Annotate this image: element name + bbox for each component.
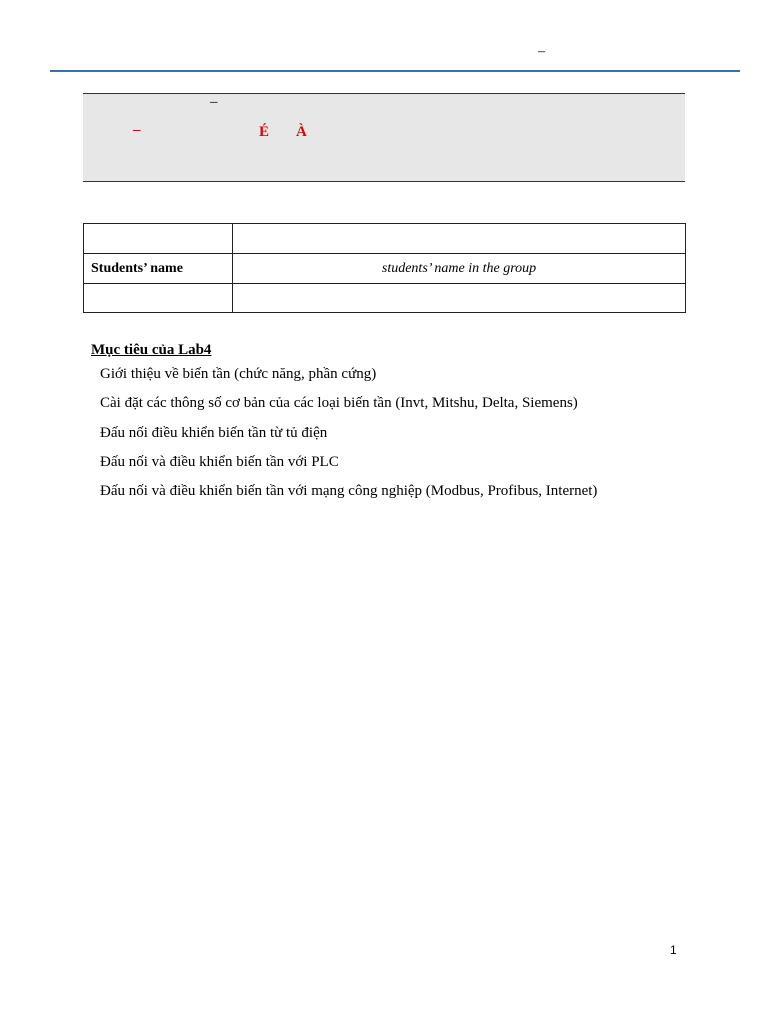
title-mark-4: À (296, 124, 307, 140)
info-table (83, 223, 686, 313)
row-value (233, 224, 686, 254)
list-item: Giới thiệu về biến tần (chức năng, phần cứng) (100, 366, 377, 382)
objectives-heading: Mục tiêu của Lab4 (91, 342, 212, 358)
table-bottom-rule (83, 312, 686, 313)
header-mark: – (538, 44, 545, 59)
list-item: Đấu nối và điều khiển biến tần với PLC (100, 453, 339, 470)
objectives-list (91, 365, 597, 511)
table-row (84, 254, 686, 284)
list-item: Đấu nối và điều khiển biến tần với mạng công nghiệp (Modbus, Profibus, Internet) (100, 483, 598, 500)
list-item: Cài đặt các thông số cơ bản của các loại biến tần (Invt, Mitshu, Delta, Siemens) (100, 395, 578, 412)
row-value (233, 284, 686, 314)
page-number: 1 (670, 943, 677, 957)
header-rule (50, 70, 740, 72)
table-row (84, 224, 686, 254)
row-label (84, 224, 233, 254)
students-name-value: students’ name in the group (233, 254, 686, 284)
title-mark-1: – (210, 94, 218, 110)
title-box (83, 93, 685, 182)
row-label (84, 284, 233, 314)
list-item: Đấu nối điều khiển biến tần từ tủ điện (100, 424, 328, 441)
objectives-section (91, 342, 597, 511)
title-mark-3: É (259, 124, 270, 140)
title-mark-2: – (133, 122, 141, 138)
students-name-label: Students’ name (84, 254, 233, 284)
table-row (84, 284, 686, 314)
